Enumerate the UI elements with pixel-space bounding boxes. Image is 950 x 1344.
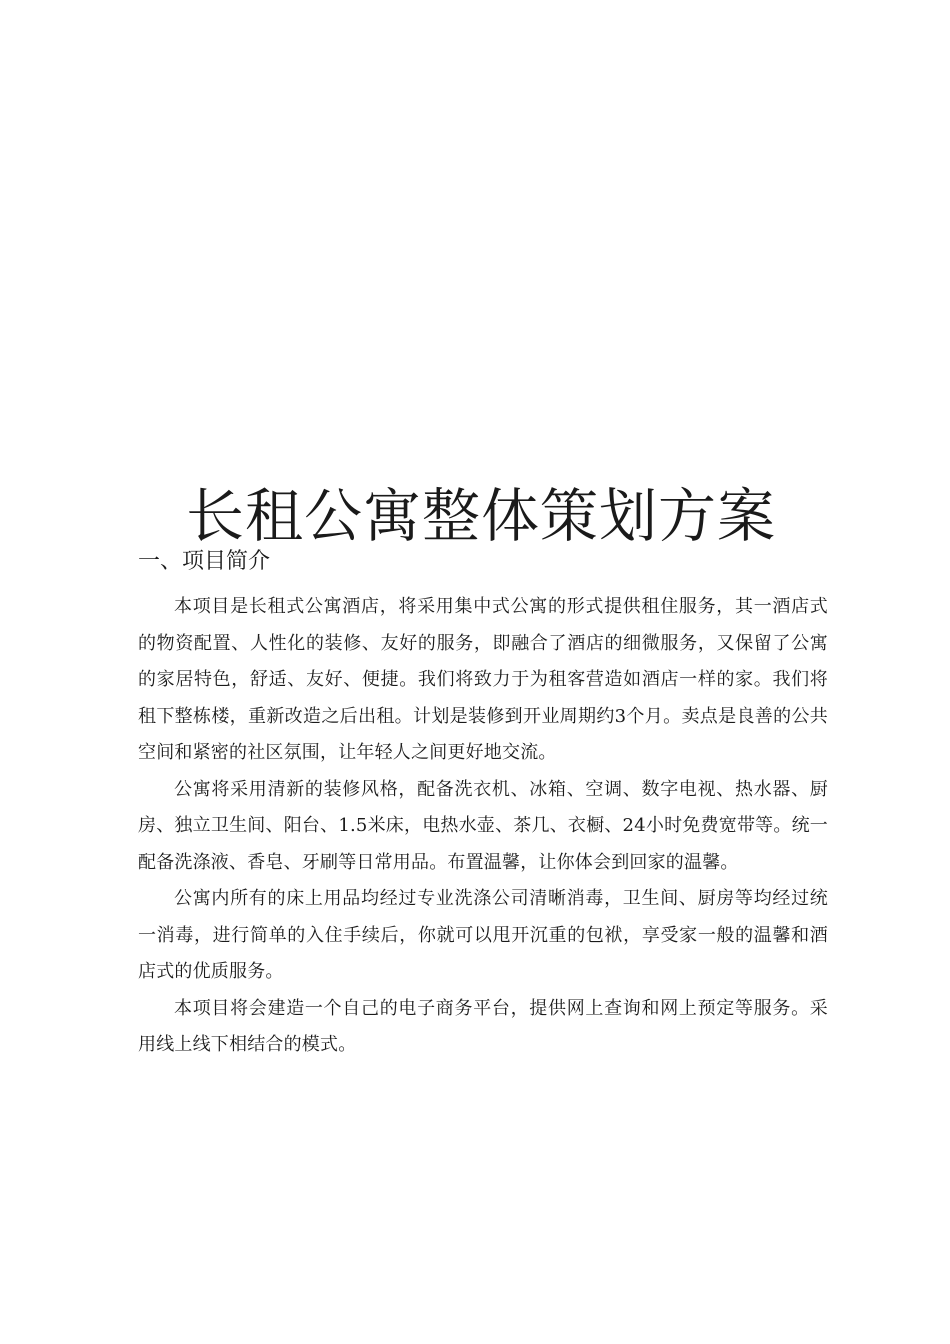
document-body	[138, 589, 828, 1064]
section-heading: 一、项目简介	[138, 549, 271, 574]
document-title: 长租公寓整体策划方案	[185, 482, 776, 550]
paragraph-3: 公寓内所有的床上用品均经过专业洗涤公司清晰消毒，卫生间、厨房等均经过统一消毒，进行简单的入住手续后，你就可以甩开沉重的包袱，享受家一般的温馨和酒店式的优质服务。	[138, 888, 828, 982]
paragraph-4: 本项目将会建造一个自己的电子商务平台，提供网上查询和网上预定等服务。采用线上线下相结合的模式。	[138, 997, 828, 1055]
paragraph-2: 公寓将采用清新的装修风格，配备洗衣机、冰箱、空调、数字电视、热水器、厨房、独立卫生间、阳台、1.5米床，电热水壶、茶几、衣橱、24小时免费宽带等。统一配备洗涤液、香皂、牙刷等日常用品。布置温馨，让你体会到回家的温馨。	[138, 778, 828, 873]
paragraph-1: 本项目是长租式公寓酒店，将采用集中式公寓的形式提供租住服务，其一酒店式的物资配置、人性化的装修、友好的服务，即融合了酒店的细微服务，又保留了公寓的家居特色，舒适、友好、便捷。我们将致力于为租客营造如酒店一样的家。我们将租下整栋楼，重新改造之后出租。计划是装修到开业周期约3个月。卖点是良善的公共空间和紧密的社区氛围，让年轻人之间更好地交流。	[138, 596, 828, 763]
